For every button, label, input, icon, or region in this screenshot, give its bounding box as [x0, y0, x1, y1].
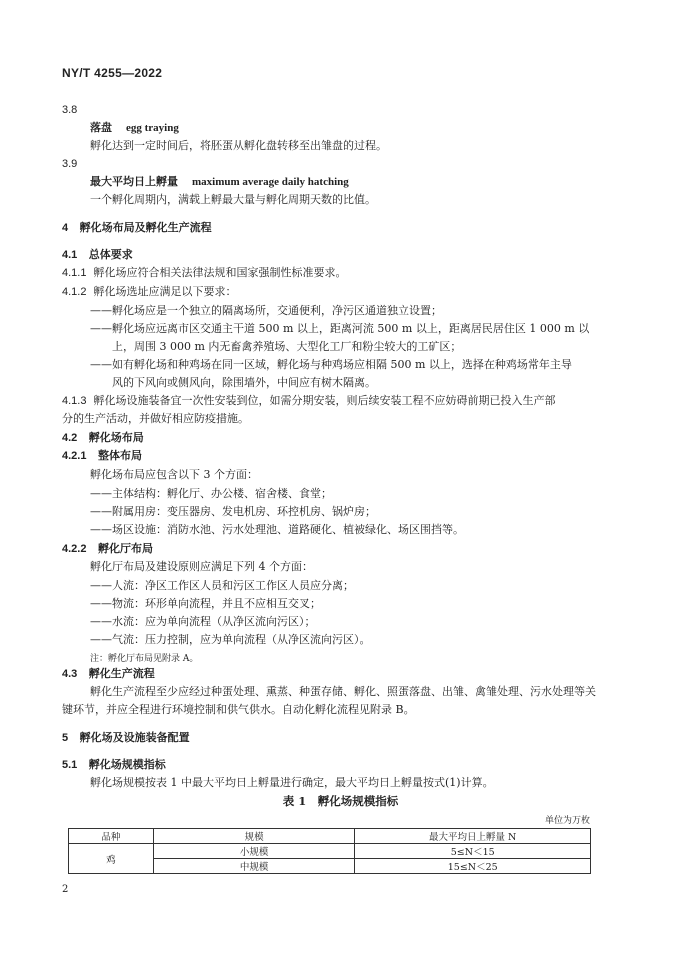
table-header-cell: 品种 — [69, 829, 154, 844]
section-title: 孵化场布局 — [88, 431, 144, 444]
list-item: ——孵化场应远离市区交通主干道 500 m 以上，距离河流 500 m 以上，距离居民居住区 1 000 m 以 — [90, 322, 590, 335]
list-item: ——气流：压力控制，应为单向流程（从净区流向污区）。 — [90, 633, 371, 646]
clause — [62, 285, 236, 299]
section-number: 4.2 — [62, 432, 78, 444]
section-heading — [62, 431, 144, 445]
chapter-title: 孵化场布局及孵化生产流程 — [79, 221, 212, 234]
term-zh: 最大平均日上孵量 — [90, 175, 178, 188]
table-cell-scale: 小规模 — [153, 844, 355, 859]
clause-text: 孵化场设施装备宜一次性安装到位，如需分期安装，则后续安装工程不应妨碍前期已投入生产部 — [93, 394, 556, 407]
subsection-heading — [62, 449, 142, 463]
section-heading — [62, 667, 155, 681]
section-heading — [62, 248, 133, 262]
list-item: ——场区设施：消防水池、污水处理池、道路硬化、植被绿化、场区围挡等。 — [90, 523, 464, 536]
chapter-heading — [62, 731, 190, 745]
table-cell-scale: 中规模 — [153, 859, 355, 874]
term-definition: 一个孵化周期内，满载上孵最大量与孵化周期天数的比值。 — [90, 193, 376, 206]
paragraph: 孵化场规模按表 1 中最大平均日上孵量进行确定，最大平均日上孵量按式(1)计算。 — [90, 776, 494, 789]
clause-number: 4.1.2 — [62, 286, 87, 298]
page-number: 2 — [62, 884, 69, 895]
list-item: ——附属用房：变压器房、发电机房、环控机房、锅炉房； — [90, 505, 376, 518]
scale-table — [68, 828, 591, 874]
chapter-heading — [62, 221, 212, 235]
clause-number: 4.1.1 — [62, 267, 87, 279]
chapter-title: 孵化场及设施装备配置 — [79, 731, 190, 744]
clause-text-continuation: 分的生产活动，并做好相应防疫措施。 — [62, 412, 249, 425]
term-definition: 孵化达到一定时间后，将胚蛋从孵化盘转移至出雏盘的过程。 — [90, 139, 387, 152]
section-title: 孵化场规模指标 — [88, 758, 166, 771]
clause-text: 孵化场应符合相关法律法规和国家强制性标准要求。 — [93, 266, 347, 279]
table-caption: 表 1 孵化场规模指标 — [282, 794, 399, 808]
subsection-title: 孵化厅布局 — [97, 542, 153, 555]
subsection-number: 4.2.1 — [62, 450, 87, 462]
clause — [62, 394, 555, 408]
table-header-cell: 规模 — [153, 829, 355, 844]
section-number: 3.9 — [62, 158, 78, 170]
paragraph: 孵化生产流程至少应经过种蛋处理、熏蒸、种蛋存储、孵化、照蛋落盘、出雏、禽雏处理、污水处理等关 — [90, 685, 596, 698]
table-header-cell: 最大平均日上孵量 N — [355, 829, 591, 844]
table-row — [69, 844, 591, 859]
section-number: 5.1 — [62, 759, 78, 771]
paragraph: 孵化场布局应包含以下 3 个方面： — [90, 468, 258, 481]
section-title: 总体要求 — [88, 248, 133, 261]
term-en: egg traying — [126, 122, 179, 134]
section-number: 4.3 — [62, 668, 78, 680]
section-number: 4.1 — [62, 249, 78, 261]
clause-number: 4.1.3 — [62, 395, 87, 407]
table-unit: 单位为万枚 — [544, 816, 590, 826]
term-en: maximum average daily hatching — [192, 176, 349, 188]
subsection-heading — [62, 542, 153, 556]
list-item: ——物流：环形单向流程，并且不应相互交叉； — [90, 597, 321, 610]
list-item: ——人流：净区工作区人员和污区工作区人员应分离； — [90, 579, 354, 592]
subsection-title: 整体布局 — [97, 449, 142, 462]
section-title: 孵化生产流程 — [88, 667, 155, 680]
subsection-number: 4.2.2 — [62, 543, 87, 555]
paragraph-continuation: 键环节，并应全程进行环境控制和供气供水。自动化孵化流程见附录 B。 — [62, 703, 415, 716]
term-zh: 落盘 — [90, 121, 112, 134]
paragraph: 孵化厅布局及建设原则应满足下列 4 个方面： — [90, 560, 313, 573]
clause-text: 孵化场选址应满足以下要求： — [93, 285, 237, 298]
table-header-row — [69, 829, 591, 844]
term-heading — [90, 121, 179, 135]
table-cell-value: 5≤N＜15 — [355, 844, 591, 859]
list-item: ——主体结构：孵化厅、办公楼、宿舍楼、食堂； — [90, 487, 332, 500]
list-item-continuation: 风的下风向或侧风向，除围墙外，中间应有树木隔离。 — [112, 376, 376, 389]
list-item: ——如有孵化场和种鸡场在同一区域，孵化场与种鸡场应相隔 500 m 以上，选择在种鸡场常年主导 — [90, 358, 572, 371]
table-cell-breed: 鸡 — [69, 844, 154, 874]
note: 注：孵化厅布局见附录 A。 — [90, 654, 199, 664]
list-item: ——孵化场应是一个独立的隔离场所，交通便利，净污区通道独立设置； — [90, 304, 442, 317]
chapter-number: 5 — [62, 732, 69, 744]
list-item: ——水流：应为单向流程（从净区流向污区）； — [90, 615, 316, 628]
chapter-number: 4 — [62, 222, 69, 234]
document-code: NY/T 4255—2022 — [62, 66, 163, 80]
clause — [62, 266, 346, 280]
term-heading — [90, 175, 349, 189]
table-cell-value: 15≤N＜25 — [355, 859, 591, 874]
list-item-continuation: 上，周围 3 000 m 内无畜禽养殖场、大型化工厂和粉尘较大的工矿区； — [112, 340, 462, 353]
section-number: 3.8 — [62, 104, 78, 116]
section-heading — [62, 758, 166, 772]
